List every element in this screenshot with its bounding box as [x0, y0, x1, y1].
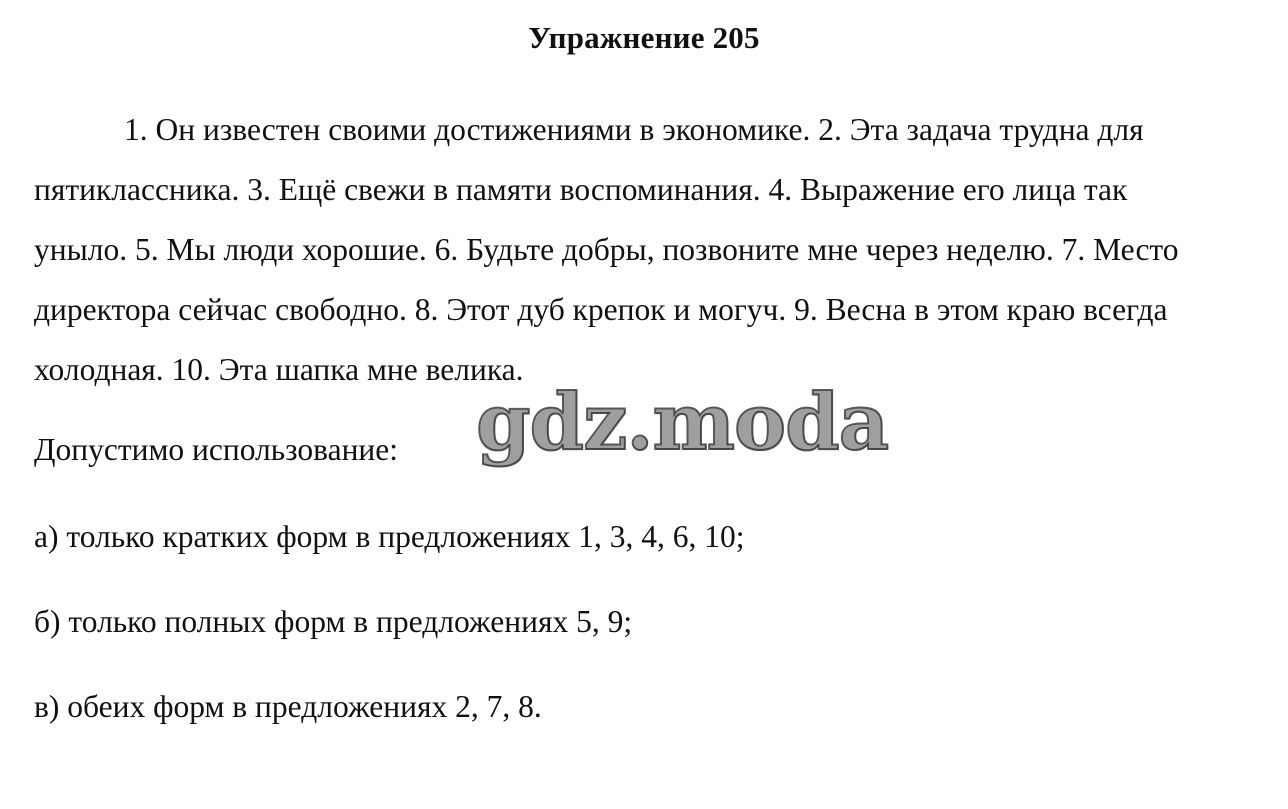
- allowed-usage-label: Допустимо использование:: [34, 432, 399, 467]
- answer-item-c: в) обеих форм в предложениях 2, 7, 8.: [34, 689, 542, 724]
- exercise-sentences: 1. Он известен своими достижениями в экономике. 2. Эта задача трудна для пятиклассника. 3. Ещё свежи в памяти воспоминания. 4. Выражение его лица так уныло. 5. Мы люди хорошие. 6. Будьте добры, позвоните мне через неделю. 7. Место директора сейчас свободно. 8. Этот дуб крепок и могуч. 9. Весна в этом краю всегда холодная. 10. Эта шапка мне велика.: [34, 112, 1179, 387]
- exercise-title: Упражнение 205: [528, 20, 760, 55]
- answer-item-b: б) только полных форм в предложениях 5, 9;: [34, 604, 633, 639]
- site-watermark: gdz.moda: [476, 377, 889, 468]
- answer-item-a: а) только кратких форм в предложениях 1, 3, 4, 6, 10;: [34, 519, 745, 554]
